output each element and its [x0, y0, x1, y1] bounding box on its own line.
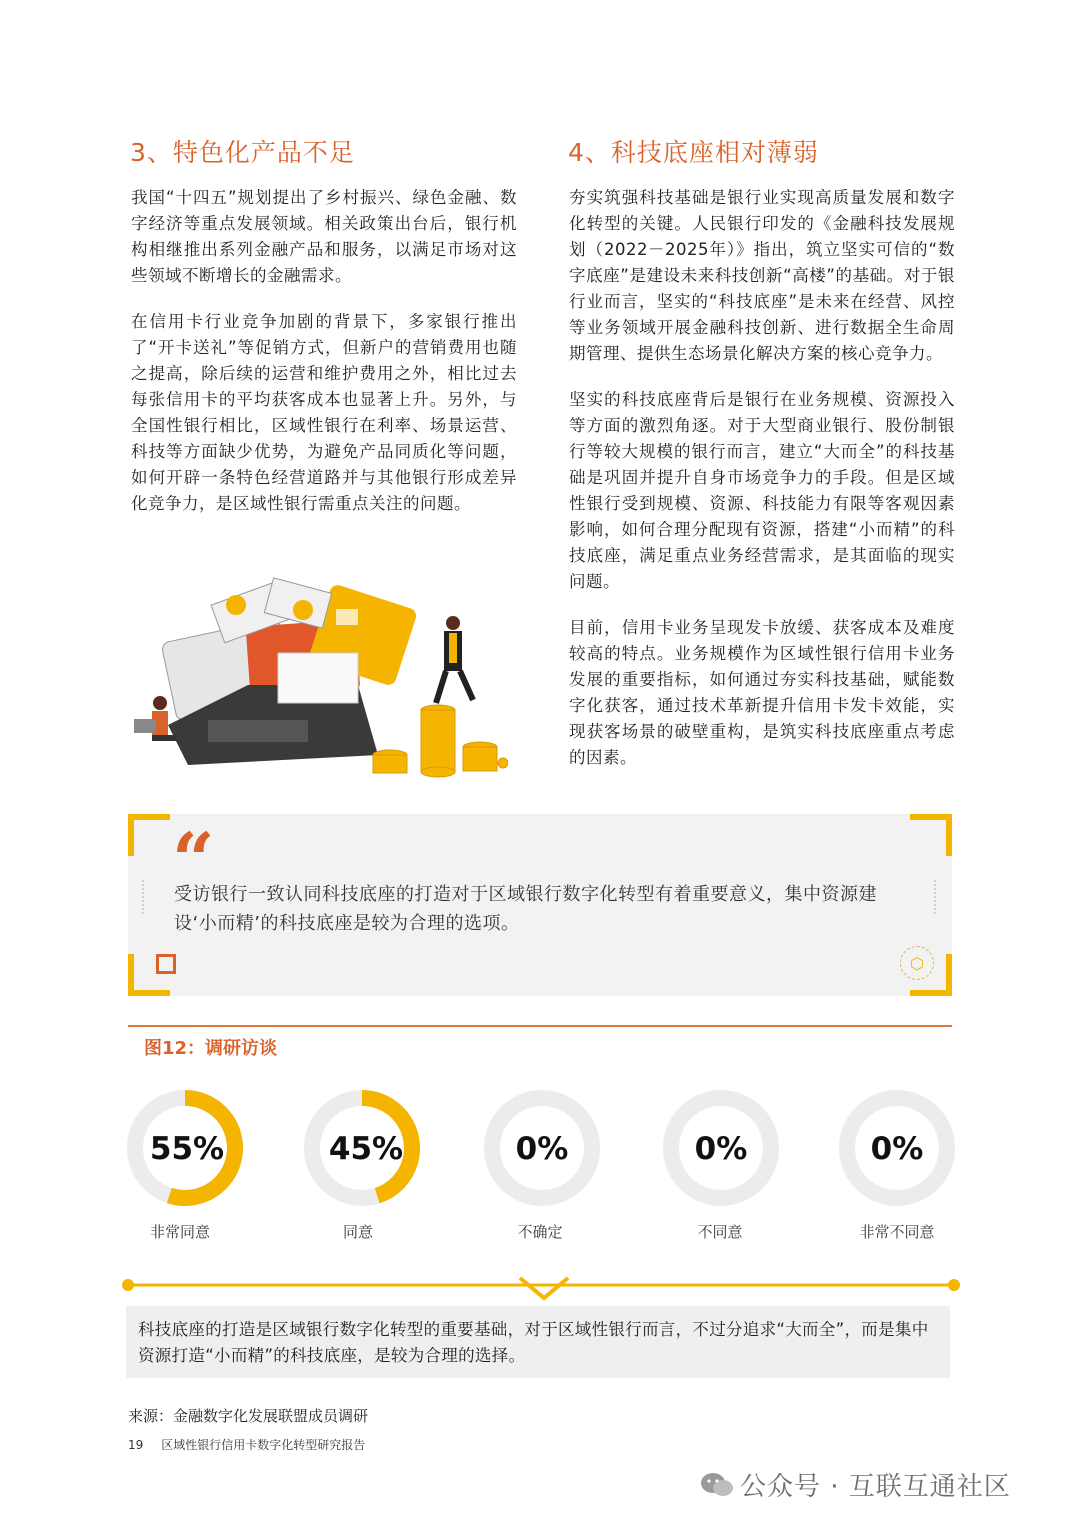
credit-card-illustration: [128, 575, 508, 785]
donut-chart: [125, 1088, 245, 1212]
paragraph: 目前，信用卡业务呈现发卡放缓、获客成本及难度较高的特点。业务规模作为区域性银行信用卡业务发展的重要指标，如何通过夯实科技基础，赋能数字化获客，通过技术革新提升信用卡发卡效能，实现获客场景的破壁重构，是筑实科技底座重点考虑的因素。: [569, 618, 955, 767]
corner-decoration: [910, 814, 952, 856]
quote-text: 受访银行一致认同科技底座的打造对于区域银行数字化转型有着重要意义，集中资源建设‘小而精’的科技底座是较为合理的选项。: [174, 884, 877, 934]
page-footer: [128, 1436, 365, 1453]
source-note: 来源：金融数字化发展联盟成员调研: [128, 1407, 369, 1425]
donut-category: 非常同意: [149, 1223, 210, 1241]
donut-ring: [837, 1088, 957, 1208]
paragraph: 坚实的科技底座背后是银行在业务规模、资源投入等方面的激烈角逐。对于大型商业银行、股份制银行等较大规模的银行而言，建立“大而全”的科技基础是巩固并提升自身市场竞争力的手段。但是区域性银行受到规模、资源、科技能力有限等客观因素影响，如何合理分配现有资源，搭建“小而精”的科技底座，满足重点业务经营需求，是其面临的现实问题。: [569, 390, 955, 591]
section-3-body: [131, 185, 517, 531]
donut-value: 55%: [149, 1131, 225, 1167]
donut-value: 45%: [328, 1131, 404, 1167]
donut-category: 不同意: [697, 1223, 743, 1241]
dotted-divider: [142, 880, 146, 914]
quote-mark-icon: “: [172, 818, 215, 904]
donut-ring: [302, 1088, 422, 1208]
donut-chart: [837, 1088, 957, 1212]
separator-line: [120, 1272, 962, 1304]
donut-category: 同意: [342, 1223, 373, 1241]
donut-category: 不确定: [517, 1223, 563, 1241]
paragraph: 夯实筑强科技基础是银行业实现高质量发展和数字化转型的关键。人民银行印发的《金融科技发展规划（2022－2025年）》指出，筑立坚实可信的“数字底座”是建设未来科技创新“高楼”的基础。对于银行业而言，坚实的“科技底座”是未来在经营、风控等业务领域开展金融科技创新、进行数据全生命周期管理、提供生态场景化解决方案的核心竞争力。: [569, 188, 955, 363]
section-3-heading: 3、特色化产品不足: [130, 138, 355, 167]
figure-rule: [128, 1025, 952, 1027]
donut-ring: [661, 1088, 781, 1208]
figure-title: 图12：调研访谈: [144, 1038, 278, 1059]
watermark-text: 公众号 · 互联互通社区: [740, 1472, 1011, 1502]
donut-category: 非常不同意: [859, 1223, 935, 1241]
donut-value: 0%: [515, 1131, 569, 1167]
donut-value: 0%: [870, 1131, 924, 1167]
dotted-divider: [934, 880, 938, 914]
square-icon: [156, 954, 176, 974]
quote-box: [128, 814, 952, 996]
hexagon-icon: ⬡: [900, 946, 934, 980]
section-4-body: [569, 185, 955, 785]
paragraph: 我国“十四五”规划提出了乡村振兴、绿色金融、数字经济等重点发展领域。相关政策出台后，银行机构相继推出系列金融产品和服务，以满足市场对这些领域不断增长的金融需求。: [131, 188, 517, 285]
page-number: 19: [128, 1438, 144, 1452]
donut-value: 0%: [694, 1131, 748, 1167]
donut-chart: [302, 1088, 422, 1212]
donut-chart: [661, 1088, 781, 1212]
summary-text: 科技底座的打造是区域银行数字化转型的重要基础，对于区域性银行而言，不过分追求“大而全”，而是集中资源打造“小而精”的科技底座，是较为合理的选择。: [138, 1320, 929, 1365]
watermark: [700, 1466, 1011, 1503]
donut-chart: [482, 1088, 602, 1212]
donut-ring: [125, 1088, 245, 1208]
paragraph: 在信用卡行业竞争加剧的背景下，多家银行推出了“开卡送礼”等促销方式，但新户的营销费用也随之提高，除后续的运营和维护费用之外，相比过去每张信用卡的平均获客成本也显著上升。另外，与全国性银行相比，区域性银行在利率、场景运营、科技等方面缺少优势，为避免产品同质化等问题，如何开辟一条特色经营道路并与其他银行形成差异化竞争力，是区域性银行需重点关注的问题。: [131, 312, 517, 513]
section-4-heading: 4、科技底座相对薄弱: [568, 138, 819, 167]
donut-ring: [482, 1088, 602, 1208]
wechat-icon: [700, 1471, 734, 1499]
corner-decoration: [128, 814, 170, 856]
summary-box: [126, 1306, 950, 1378]
report-title: 区域性银行信用卡数字化转型研究报告: [161, 1438, 366, 1452]
